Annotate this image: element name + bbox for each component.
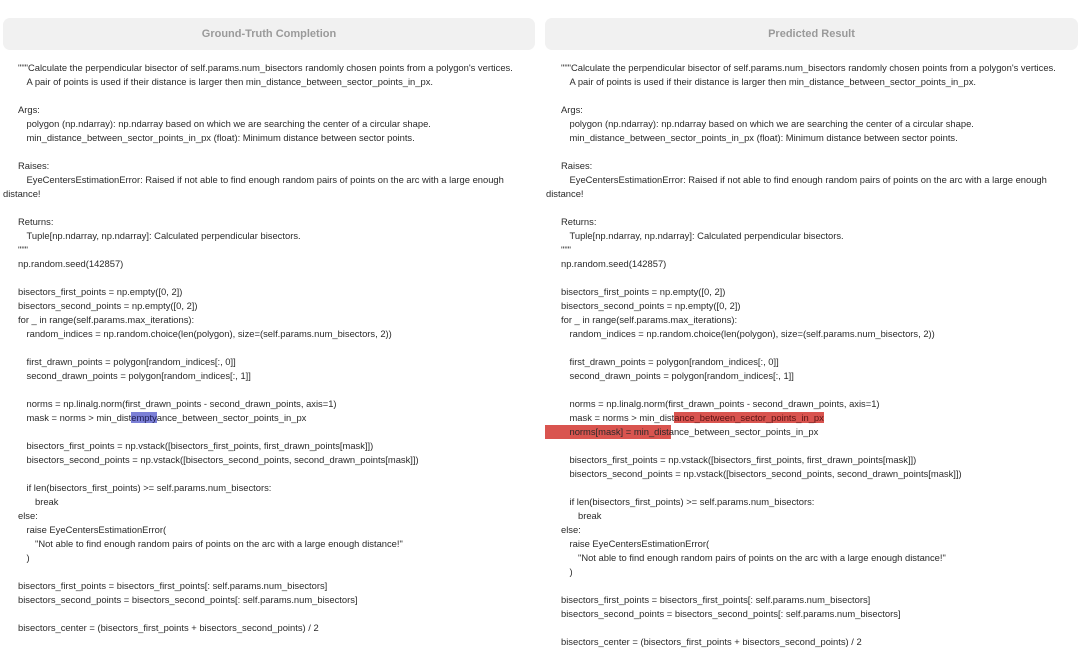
code-line: bisectors_first_points = np.empty([0, 2]) bbox=[561, 286, 726, 297]
code-line: first_drawn_points = polygon[random_indices[:, 0]] bbox=[569, 356, 779, 367]
code-line: random_indices = np.random.choice(len(polygon), size=(self.params.num_bisectors, 2)) bbox=[26, 328, 392, 339]
code-line: min_distance_between_sector_points_in_px (float): Minimum distance between sector points. bbox=[26, 132, 415, 143]
code-line bbox=[561, 271, 1070, 285]
code-line bbox=[18, 565, 528, 579]
code-line bbox=[18, 201, 528, 215]
code-line bbox=[18, 607, 528, 621]
code-line-extra bbox=[561, 425, 1070, 439]
code-line bbox=[561, 383, 1070, 397]
code-line: Returns: bbox=[18, 216, 54, 227]
code-line: np.random.seed(142857) bbox=[561, 258, 667, 269]
code-line bbox=[561, 579, 1070, 593]
predicted-panel bbox=[543, 0, 1080, 669]
code-line: "Not able to find enough random pairs of points on the arc with a large enough distance!" bbox=[578, 552, 946, 563]
code-line: distance! bbox=[3, 188, 41, 199]
code-line: A pair of points is used if their distance is larger then min_distance_between_sector_points_in_px. bbox=[26, 76, 433, 87]
code-line: for _ in range(self.params.max_iterations): bbox=[561, 314, 738, 325]
code-line: polygon (np.ndarray): np.ndarray based on which we are searching the center of a circular shape. bbox=[569, 118, 974, 129]
code-line: first_drawn_points = polygon[random_indices[:, 0]] bbox=[26, 356, 236, 367]
code-line: """ bbox=[561, 244, 571, 255]
code-line: "Not able to find enough random pairs of points on the arc with a large enough distance!" bbox=[35, 538, 403, 549]
code-line: polygon (np.ndarray): np.ndarray based on which we are searching the center of a circular shape. bbox=[26, 118, 431, 129]
ground-truth-panel bbox=[0, 0, 538, 669]
code-line: bisectors_center = (bisectors_first_points + bisectors_second_points) / 2 bbox=[18, 622, 319, 633]
code-line: Tuple[np.ndarray, np.ndarray]: Calculated perpendicular bisectors. bbox=[26, 230, 301, 241]
code-line: bisectors_second_points = np.vstack([bisectors_second_points, second_drawn_points[mask]]) bbox=[26, 454, 419, 465]
code-line: bisectors_first_points = bisectors_first_points[: self.params.num_bisectors] bbox=[18, 580, 328, 591]
code-line: bisectors_second_points = bisectors_second_points[: self.params.num_bisectors] bbox=[561, 608, 901, 619]
code-line: """ bbox=[18, 244, 28, 255]
wrong-token-highlight: ance_between_sector_points_in_px bbox=[674, 412, 824, 423]
code-text: ance_between_sector_points_in_px bbox=[668, 426, 819, 437]
code-line: raise EyeCentersEstimationError( bbox=[26, 524, 167, 535]
code-line bbox=[18, 467, 528, 481]
code-line: bisectors_first_points = np.vstack([bisectors_first_points, first_drawn_points[mask]]) bbox=[26, 440, 374, 451]
code-line: Raises: bbox=[561, 160, 593, 171]
code-text: mask = norms > min_dist bbox=[569, 412, 675, 423]
code-line bbox=[561, 145, 1070, 159]
code-line: bisectors_first_points = bisectors_first_points[: self.params.num_bisectors] bbox=[561, 594, 871, 605]
code-line bbox=[561, 89, 1070, 103]
code-text: ance_between_sector_points_in_px bbox=[156, 412, 307, 423]
code-line: bisectors_second_points = np.empty([0, 2]) bbox=[561, 300, 741, 311]
code-line-mask bbox=[18, 411, 528, 425]
code-line: if len(bisectors_first_points) >= self.params.num_bisectors: bbox=[569, 496, 815, 507]
code-line bbox=[561, 439, 1070, 453]
code-line: """Calculate the perpendicular bisector of self.params.num_bisectors randomly chosen points from a polygon's vertices. bbox=[18, 62, 513, 73]
code-line: random_indices = np.random.choice(len(polygon), size=(self.params.num_bisectors, 2)) bbox=[569, 328, 935, 339]
code-line: break bbox=[578, 510, 602, 521]
code-line bbox=[18, 425, 528, 439]
code-line: Args: bbox=[18, 104, 40, 115]
code-line: Args: bbox=[561, 104, 583, 115]
code-line bbox=[18, 271, 528, 285]
code-line: norms = np.linalg.norm(first_drawn_points - second_drawn_points, axis=1) bbox=[569, 398, 880, 409]
code-line: for _ in range(self.params.max_iterations): bbox=[18, 314, 195, 325]
code-line: A pair of points is used if their distance is larger then min_distance_between_sector_points_in_px. bbox=[569, 76, 976, 87]
code-line: second_drawn_points = polygon[random_indices[:, 1]] bbox=[26, 370, 251, 381]
code-line: second_drawn_points = polygon[random_indices[:, 1]] bbox=[569, 370, 794, 381]
predicted-header: Predicted Result bbox=[545, 18, 1078, 50]
code-line bbox=[561, 481, 1070, 495]
code-line: raise EyeCentersEstimationError( bbox=[569, 538, 710, 549]
code-line: else: bbox=[561, 524, 581, 535]
code-line: bisectors_center = (bisectors_first_points + bisectors_second_points) / 2 bbox=[561, 636, 862, 647]
code-line bbox=[18, 383, 528, 397]
ground-truth-code bbox=[3, 61, 528, 635]
code-line bbox=[561, 341, 1070, 355]
code-line bbox=[18, 341, 528, 355]
code-line: Returns: bbox=[561, 216, 597, 227]
code-line: norms = np.linalg.norm(first_drawn_points - second_drawn_points, axis=1) bbox=[26, 398, 337, 409]
code-line: np.random.seed(142857) bbox=[18, 258, 124, 269]
code-line: EyeCentersEstimationError: Raised if not able to find enough random pairs of points on the arc with a large enough bbox=[569, 174, 1047, 185]
code-line-mask bbox=[561, 411, 1070, 425]
code-line: min_distance_between_sector_points_in_px (float): Minimum distance between sector points. bbox=[569, 132, 958, 143]
ground-truth-header: Ground-Truth Completion bbox=[3, 18, 535, 50]
code-line: ) bbox=[26, 552, 30, 563]
code-text: norms[mask] = min_dist bbox=[569, 426, 669, 437]
code-line bbox=[561, 201, 1070, 215]
inserted-token-highlight: empty bbox=[131, 412, 157, 423]
code-text: mask = norms > min_dist bbox=[26, 412, 132, 423]
code-line: ) bbox=[569, 566, 573, 577]
code-line: EyeCentersEstimationError: Raised if not able to find enough random pairs of points on the arc with a large enough bbox=[26, 174, 504, 185]
code-line: if len(bisectors_first_points) >= self.params.num_bisectors: bbox=[26, 482, 272, 493]
code-line: bisectors_second_points = np.vstack([bisectors_second_points, second_drawn_points[mask]]) bbox=[569, 468, 962, 479]
code-line: bisectors_second_points = bisectors_second_points[: self.params.num_bisectors] bbox=[18, 594, 358, 605]
code-line: bisectors_first_points = np.empty([0, 2]) bbox=[18, 286, 183, 297]
code-line bbox=[18, 145, 528, 159]
code-line: Raises: bbox=[18, 160, 50, 171]
code-line: Tuple[np.ndarray, np.ndarray]: Calculated perpendicular bisectors. bbox=[569, 230, 844, 241]
code-line: break bbox=[35, 496, 59, 507]
code-line: distance! bbox=[546, 188, 584, 199]
code-line bbox=[18, 89, 528, 103]
code-line: bisectors_first_points = np.vstack([bisectors_first_points, first_drawn_points[mask]]) bbox=[569, 454, 917, 465]
predicted-code bbox=[546, 61, 1070, 649]
code-line: bisectors_second_points = np.empty([0, 2]) bbox=[18, 300, 198, 311]
code-line: """Calculate the perpendicular bisector of self.params.num_bisectors randomly chosen points from a polygon's vertices. bbox=[561, 62, 1056, 73]
code-line bbox=[561, 621, 1070, 635]
code-line: else: bbox=[18, 510, 38, 521]
